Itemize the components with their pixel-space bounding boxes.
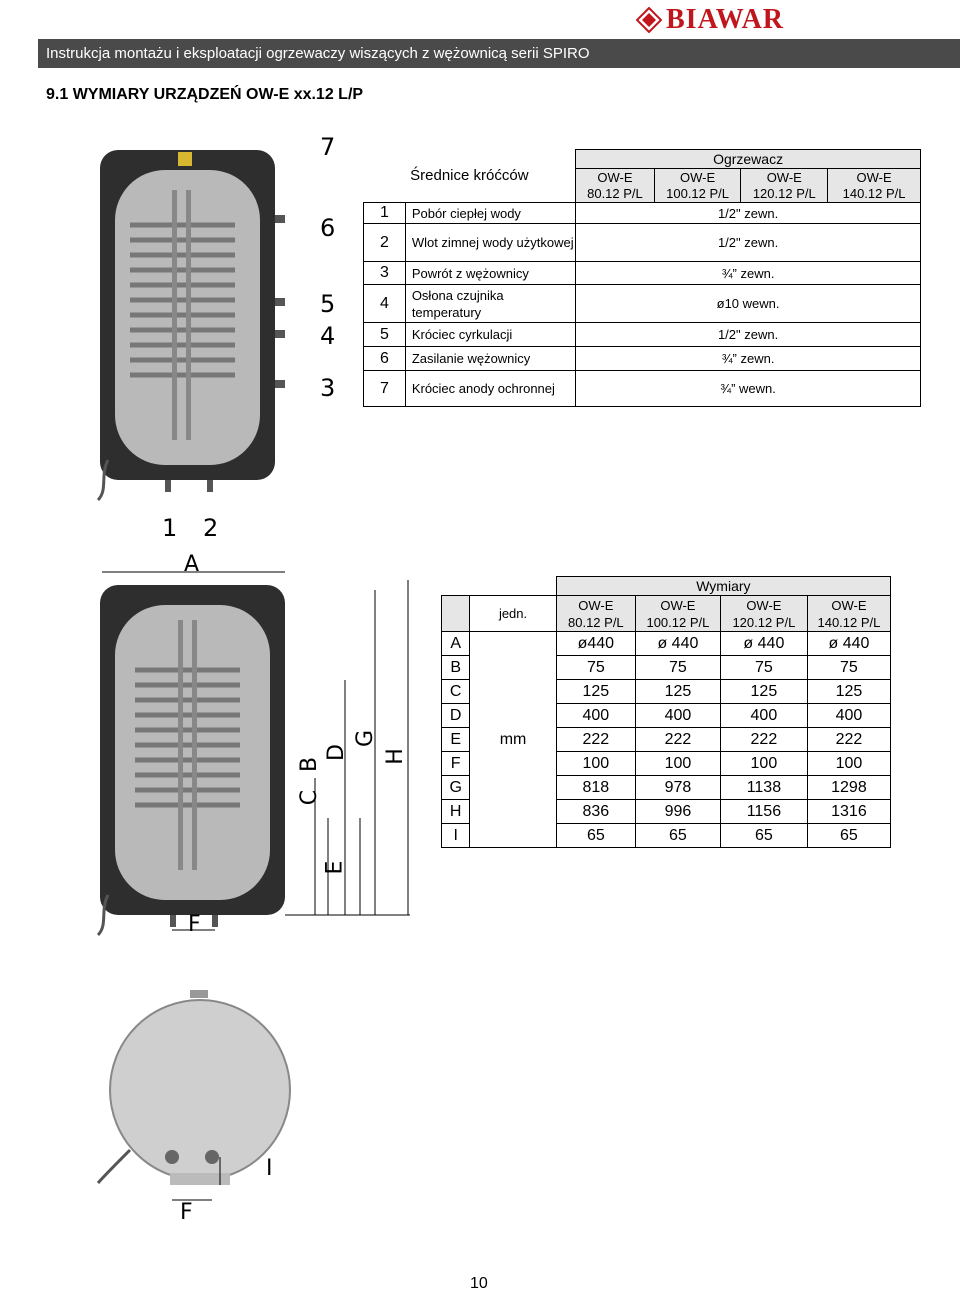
port-3-icon	[275, 380, 285, 388]
pipe-icon	[192, 620, 197, 870]
heater-bottom-figure	[90, 985, 320, 1225]
dimensions-table	[441, 576, 891, 848]
dim-label-f-bottom: F	[180, 1200, 193, 1225]
dim-label-b: B	[297, 756, 323, 773]
page-number: 10	[470, 1275, 488, 1292]
table-row: 4 Osłona czujnika temperatury ø10 wewn.	[364, 285, 921, 323]
model-header: OW-E 80.12 P/L	[576, 169, 655, 203]
key-header	[442, 596, 470, 632]
port-icon	[205, 1150, 219, 1164]
brand-logo	[636, 4, 784, 36]
heater-group-header: Ogrzewacz	[576, 150, 921, 169]
document-title: Instrukcja montażu i eksploatacji ogrzewaczy wiszących z wężownicą serii SPIRO	[46, 45, 590, 62]
table-row: 7 Króciec anody ochronnej ¾” wewn.	[364, 371, 921, 407]
model-header: OW-E 100.12 P/L	[635, 596, 720, 632]
brand-name: BIAWAR	[666, 4, 785, 35]
table-row: A mm ø440 ø 440 ø 440 ø 440	[442, 632, 891, 656]
dim-label-a: A	[184, 552, 200, 577]
pipe-icon	[172, 190, 177, 440]
dim-label-h: H	[382, 748, 408, 765]
label-4: 4	[320, 322, 336, 350]
model-header: OW-E 140.12 P/L	[807, 596, 890, 632]
model-header: OW-E 80.12 P/L	[556, 596, 635, 632]
logo-icon	[636, 7, 662, 33]
model-header: OW-E 120.12 P/L	[720, 596, 807, 632]
table-row: E 222 222 222 222	[442, 728, 891, 752]
connections-col-header: Średnice króćców	[364, 150, 576, 203]
port-1-icon	[165, 480, 171, 492]
port-4-icon	[275, 330, 285, 338]
empty-corner	[442, 577, 557, 596]
dimensions-group-header: Wymiary	[556, 577, 890, 596]
table-row: 5 Króciec cyrkulacji 1/2" zewn.	[364, 323, 921, 347]
header-bar	[38, 39, 960, 68]
heater-dimension-figure	[90, 560, 420, 950]
model-header: OW-E 100.12 P/L	[654, 169, 741, 203]
port-icon	[165, 1150, 179, 1164]
table-row: H 836 996 1156 1316	[442, 800, 891, 824]
unit-cell: mm	[470, 632, 556, 848]
anode-port-icon	[178, 152, 192, 166]
table-row: B 75 75 75 75	[442, 656, 891, 680]
port-5-icon	[275, 298, 285, 306]
label-2: 2	[203, 514, 219, 542]
port-icon	[212, 915, 218, 927]
label-5: 5	[320, 290, 336, 318]
model-header: OW-E 120.12 P/L	[741, 169, 828, 203]
label-6: 6	[320, 214, 336, 242]
table-row: I 65 65 65 65	[442, 824, 891, 848]
unit-header: jedn.	[470, 596, 556, 632]
table-row: 3 Powrót z wężownicy ¾” zewn.	[364, 262, 921, 285]
label-3: 3	[320, 374, 336, 402]
connections-table	[363, 149, 921, 407]
label-1: 1	[162, 514, 178, 542]
section-title: 9.1 WYMIARY URZĄDZEŃ OW-E xx.12 L/P	[46, 86, 364, 103]
bracket-icon	[170, 1173, 230, 1185]
port-6-icon	[275, 215, 285, 223]
pipe-icon	[178, 620, 183, 870]
table-row: 1 Pobór ciepłej wody 1/2" zewn.	[364, 203, 921, 224]
dim-label-i: I	[266, 1156, 273, 1181]
dim-label-c: C	[297, 789, 323, 806]
heater-bottom-view	[110, 1000, 290, 1180]
dim-label-f: F	[188, 912, 201, 937]
table-row: D 400 400 400 400	[442, 704, 891, 728]
dim-label-d: D	[323, 744, 349, 761]
label-7: 7	[320, 133, 336, 161]
table-row: 2 Wlot zimnej wody użytkowej 1/2" zewn.	[364, 224, 921, 262]
model-header: OW-E 140.12 P/L	[828, 169, 921, 203]
table-row: C 125 125 125 125	[442, 680, 891, 704]
dim-label-g: G	[353, 729, 379, 748]
table-row: 6 Zasilanie wężownicy ¾” zewn.	[364, 347, 921, 371]
port-2-icon	[207, 480, 213, 492]
dim-label-e: E	[322, 860, 348, 875]
port-icon	[170, 915, 176, 927]
table-row: F 100 100 100 100	[442, 752, 891, 776]
table-row: G 818 978 1138 1298	[442, 776, 891, 800]
power-cable-icon	[98, 1150, 130, 1183]
pipe-icon	[186, 190, 191, 440]
top-port-icon	[190, 990, 208, 998]
